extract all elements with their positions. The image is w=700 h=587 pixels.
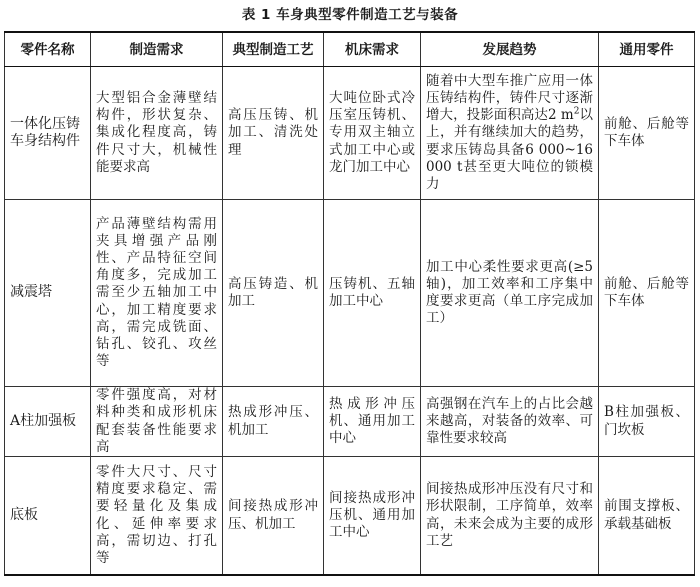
table-row — [5, 457, 695, 576]
cell-requirement: 零件大尺寸、尺寸精度要求稳定、需要轻量化及集成化、延伸率要求高，需切边、打孔等 — [91, 457, 223, 576]
cell-common-parts: 前舱、后舱等下车体 — [599, 200, 695, 387]
cell-part-name: 一体化压铸车身结构件 — [5, 67, 91, 200]
cell-requirement: 零件强度高，对材料种类和成形机床配套装备性能要求高 — [91, 387, 223, 457]
cell-trend: 加工中心柔性要求更高(≥5轴)，加工效率和工序集中度要求更高（单工序完成加工） — [421, 200, 599, 387]
cell-part-name: 底板 — [5, 457, 91, 576]
header-machine: 机床需求 — [324, 32, 421, 67]
cell-common-parts: B柱加强板、门坎板 — [599, 387, 695, 457]
cell-part-name: A柱加强板 — [5, 387, 91, 457]
cell-part-name: 减震塔 — [5, 200, 91, 387]
header-process: 典型制造工艺 — [223, 32, 324, 67]
header-part-name: 零件名称 — [5, 32, 91, 67]
cell-requirement: 大型铝合金薄壁结构件，形状复杂、集成化程度高，铸件尺寸大，机械性能要求高 — [91, 67, 223, 200]
table-row — [5, 200, 695, 387]
cell-trend — [421, 67, 599, 200]
header-common-parts: 通用零件 — [599, 32, 695, 67]
cell-machine: 压铸机、五轴加工中心 — [324, 200, 421, 387]
cell-process: 热成形冲压、机加工 — [223, 387, 324, 457]
table-header-row — [5, 32, 695, 67]
cell-common-parts: 前围支撑板、承载基础板 — [599, 457, 695, 576]
trend-text-part-2: 以上，并有继续加大的趋势，要求压铸岛具备6 000~16 000 t甚至更大吨位的锁模力 — [426, 107, 594, 192]
trend-text-part-1: 随着中大型车推广应用一体压铸结构件，铸件尺寸逐渐增大，投影面积高达2 m — [426, 72, 593, 124]
table-caption: 表 1 车身典型零件制造工艺与装备 — [241, 7, 459, 23]
table-row — [5, 387, 695, 457]
cell-trend: 间接热成形冲压没有尺寸和形状限制，工序简单，效率高，未来会成为主要的成形工艺 — [421, 457, 599, 576]
cell-machine: 大吨位卧式冷压室压铸机、专用双主轴立式加工中心或龙门加工中心 — [324, 67, 421, 200]
cell-process: 高压铸造、机加工 — [223, 200, 324, 387]
table-row — [5, 67, 695, 200]
process-equipment-table — [4, 31, 695, 576]
header-requirement: 制造需求 — [91, 32, 223, 67]
cell-machine: 热成形冲压机、通用加工中心 — [324, 387, 421, 457]
area-unit-superscript: 2 — [573, 106, 580, 117]
cell-requirement: 产品薄壁结构需用夹具增强产品刚性、产品特征空间角度多，完成加工需至少五轴加工中心，加工精度要求高，需完成铣面、钻孔、铰孔、攻丝等 — [91, 200, 223, 387]
cell-process: 间接热成形冲压、机加工 — [223, 457, 324, 576]
header-trend: 发展趋势 — [421, 32, 599, 67]
cell-trend: 高强钢在汽车上的占比会越来越高，对装备的效率、可靠性要求较高 — [421, 387, 599, 457]
cell-machine: 间接热成形冲压机、通用加工中心 — [324, 457, 421, 576]
cell-common-parts: 前舱、后舱等下车体 — [599, 67, 695, 200]
cell-process: 高压压铸、机加工、清洗处理 — [223, 67, 324, 200]
